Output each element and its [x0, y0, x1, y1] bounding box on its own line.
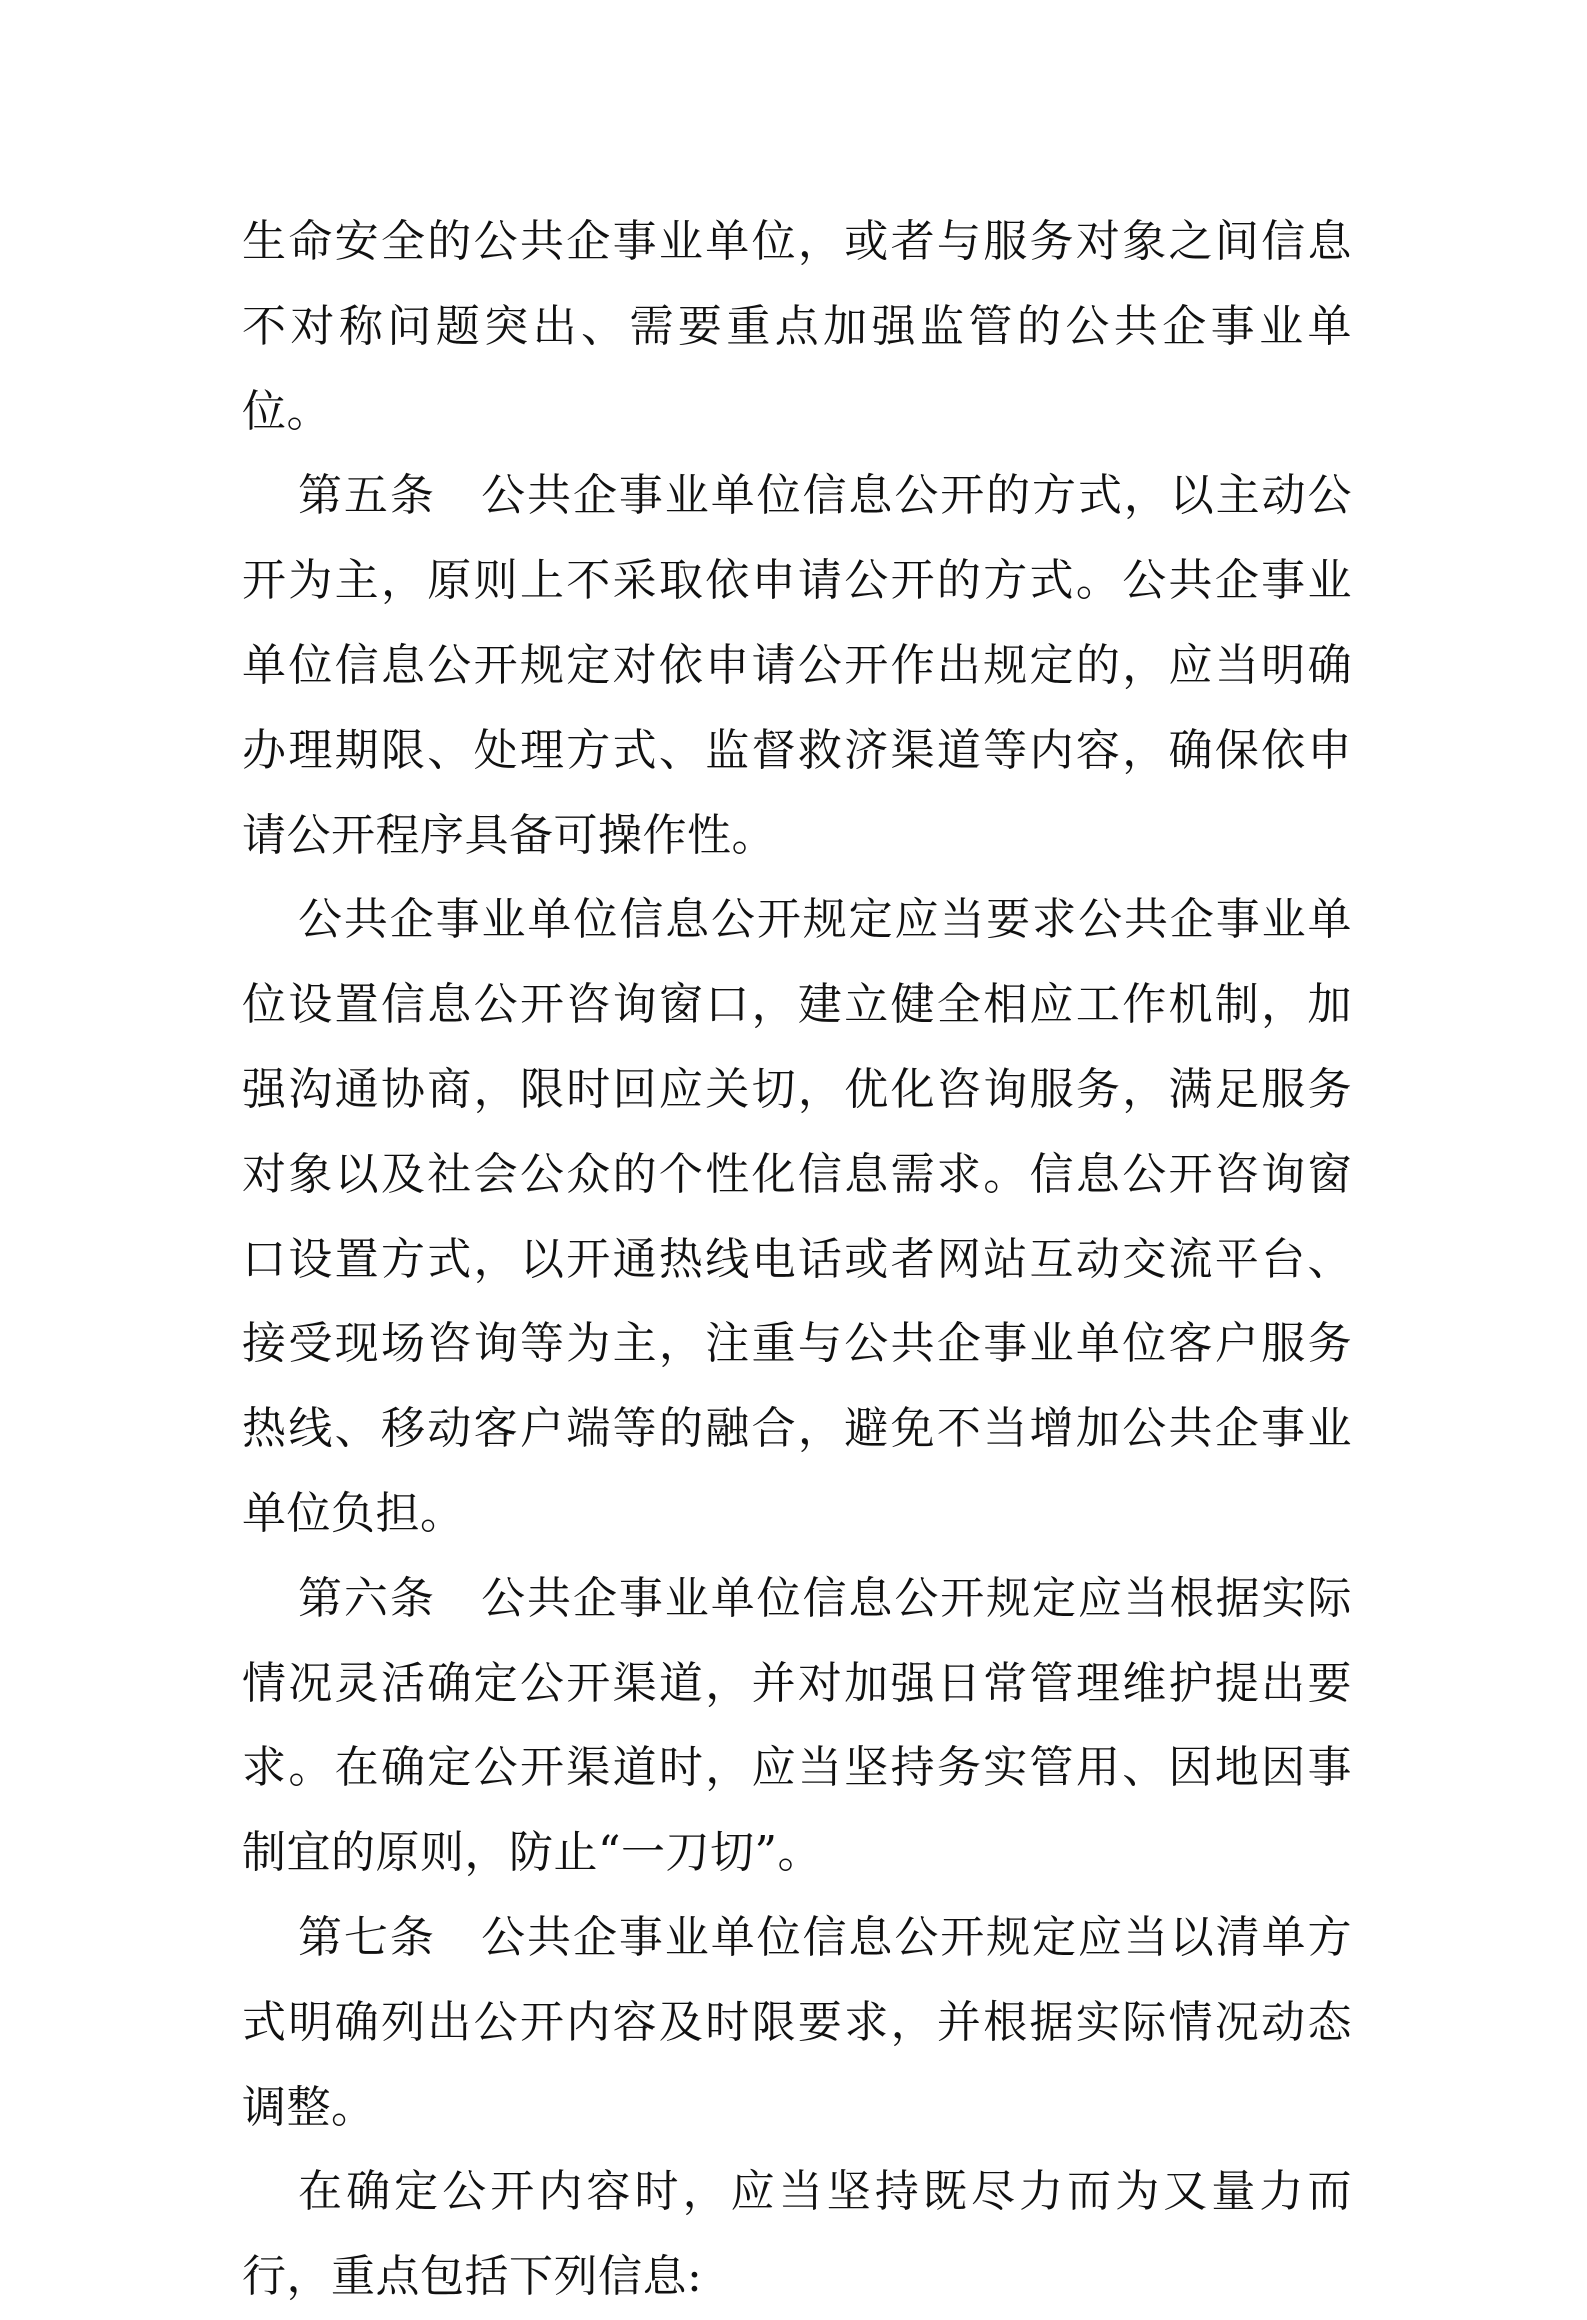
paragraph-content-list-intro — [242, 2150, 1352, 2320]
paragraph-text: 公共企事业单位信息公开规定应当根据实际情况灵活确定公开渠道，并对加强日常管理维护提出要求。在确定公开渠道时，应当坚持务实管用、因地因事制宜的原则，防止“一刀切”。 — [242, 1572, 1353, 1879]
paragraph-text: 公共企事业单位信息公开规定应当要求公共企事业单位设置信息公开咨询窗口，建立健全相应工作机制，加强沟通协商，限时回应关切，优化咨询服务，满足服务对象以及社会公众的个性化信息需求。信息公开咨询窗口设置方式，以开通热线电话或者网站互动交流平台、接受现场咨询等为主，注重与公共企事业单位客户服务热线、移动客户端等的融合，避免不当增加公共企事业单位负担。 — [242, 894, 1352, 1539]
paragraph-article-5 — [242, 454, 1352, 878]
paragraph-consultation-window — [242, 878, 1352, 1556]
paragraph-text: 公共企事业单位信息公开的方式，以主动公开为主，原则上不采取依申请公开的方式。公共企事业单位信息公开规定对依申请公开作出规定的，应当明确办理期限、处理方式、监督救济渠道等内容，确保依申请公开程序具备可操作性。 — [242, 470, 1353, 861]
article-number: 第六条 — [298, 1572, 436, 1624]
paragraph-text: 公共企事业单位信息公开规定应当以清单方式明确列出公开内容及时限要求，并根据实际情况动态调整。 — [242, 1911, 1353, 2133]
paragraph-text: 生命安全的公共企事业单位，或者与服务对象之间信息不对称问题突出、需要重点加强监管的公共企事业单位。 — [242, 216, 1352, 437]
article-number: 第五条 — [298, 470, 436, 522]
paragraph-text: 在确定公开内容时，应当坚持既尽力而为又量力而行，重点包括下列信息: — [242, 2166, 1352, 2303]
paragraph-article-6 — [242, 1557, 1352, 1896]
paragraph-continuation — [242, 200, 1352, 454]
article-number: 第七条 — [298, 1911, 436, 1963]
document-body — [242, 200, 1352, 2320]
paragraph-article-7 — [242, 1896, 1352, 2150]
